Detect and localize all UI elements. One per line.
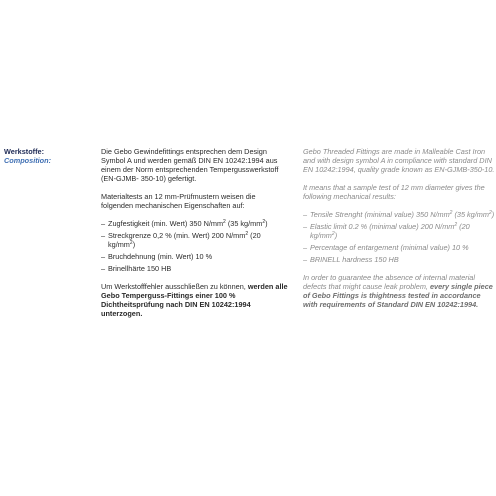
list-item: – Elastic limit 0.2 % (minimal value) 200 $N/mm^2$ (20 $kg/mm^2$)	[303, 222, 495, 240]
german-leak-test: Um Werkstofffehler ausschließen zu können, werden alle Gebo Temperguss-Fittings einer 100 % Dichtheitsprüfung nach DIN EN 10242:1994 unterzogen.	[101, 282, 288, 318]
german-column	[101, 147, 289, 327]
english-intro: Gebo Threaded Fittings are made in Malleable Cast Iron and with design symbol A in compliance with standard DIN EN 10242:1994, quality grade known as EN-GJMB-350-10.	[303, 147, 495, 174]
english-properties-list	[303, 210, 495, 264]
list-item: – Zugfestigkeit (min. Wert) 350 $N/mm^2$ (35 $kg/mm^2$)	[101, 219, 289, 228]
heading-english: Composition:	[4, 156, 52, 165]
english-leak-test: In order to guarantee the absence of internal material defects that might cause leak problem, every single piece of Gebo Fittings is thightness tested in accordance with requirements of Standard DIN EN 10242:1994.	[303, 273, 493, 309]
list-item: – Bruchdehnung (min. Wert) 10 %	[101, 252, 289, 261]
list-item: – Brinellhärte 150 HB	[101, 264, 289, 273]
section-heading	[4, 147, 94, 165]
list-item: – BRINELL hardness 150 HB	[303, 255, 495, 264]
list-item: – Percentage of entargement (minimal value) 10 %	[303, 243, 495, 252]
german-test-intro: Materialtests an 12 mm-Prüfmustern weisen die folgenden mechanischen Eigenschaften auf:	[101, 192, 256, 210]
list-item: – Tensile Strenght (minimal value) 350 $N/mm^2$ (35 $kg/mm^2$)	[303, 210, 495, 219]
english-test-intro: It means that a sample test of 12 mm diameter gives the following mechanical results:	[303, 183, 485, 201]
german-properties-list	[101, 219, 289, 273]
english-column	[303, 147, 495, 318]
heading-german: Werkstoffe:	[4, 147, 45, 156]
german-intro: Die Gebo Gewindefittings entsprechen dem Design Symbol A und werden gemäß DIN EN 10242:1994 aus einem der Norm entsprechenden Tempergusswerkstoff (EN-GJMB- 350-10) gefertigt.	[101, 147, 279, 183]
list-item: – Streckgrenze 0,2 % (min. Wert) 200 $N/mm^2$ (20 $kg/mm^2$)	[101, 231, 289, 249]
